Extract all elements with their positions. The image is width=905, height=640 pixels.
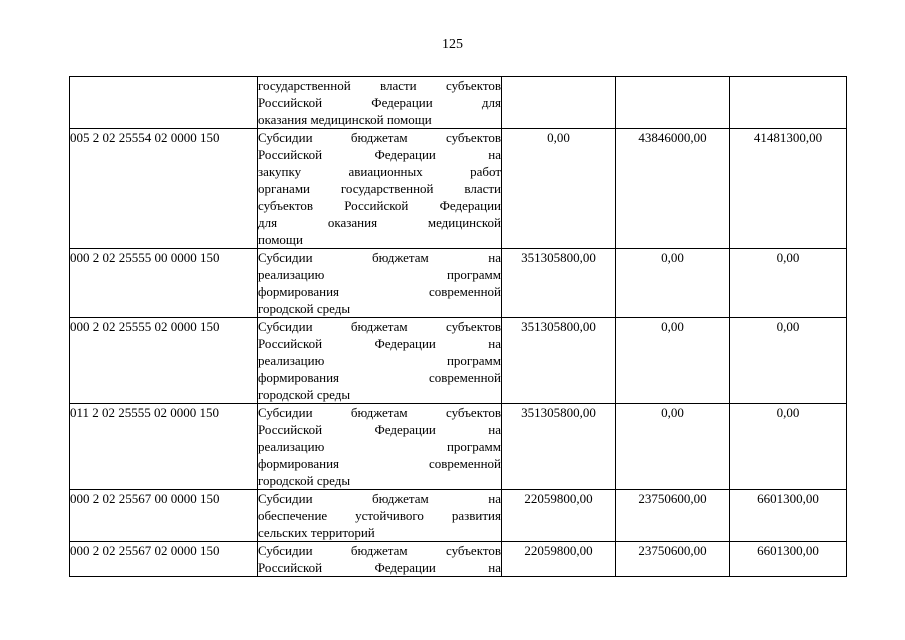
amount-v3-cell: 0,00 [730,404,847,490]
description-line: органами государственной власти [258,181,501,196]
description-cell [258,490,502,542]
description-cell [258,318,502,404]
description-cell [258,542,502,577]
description-line: Субсидии бюджетам субъектов [258,319,501,334]
page-number: 125 [442,37,463,52]
amount-v1-cell: 351305800,00 [502,404,616,490]
amount-v1-cell [502,77,616,129]
description-line: сельских территорий [258,525,375,540]
description-line: Российской Федерации на [258,147,501,162]
description-line: Российской Федерации на [258,422,501,437]
description-line: формирования современной [258,284,501,299]
budget-code-cell: 005 2 02 25554 02 0000 150 [70,129,258,249]
table-row [70,490,847,542]
amount-v1-cell: 22059800,00 [502,490,616,542]
description-line: помощи [258,232,303,247]
description-line: формирования современной [258,456,501,471]
description-line: Субсидии бюджетам на [258,491,501,506]
amount-v2-cell [616,77,730,129]
amount-v2-cell: 43846000,00 [616,129,730,249]
amount-v3-cell [730,77,847,129]
amount-v2-cell: 0,00 [616,318,730,404]
table-row [70,542,847,577]
description-line: обеспечение устойчивого развития [258,508,501,523]
description-line: Российской Федерации на [258,560,501,575]
description-line: для оказания медицинской [258,215,501,230]
amount-v1-cell: 22059800,00 [502,542,616,577]
budget-code-cell [70,77,258,129]
budget-code-cell: 000 2 02 25567 02 0000 150 [70,542,258,577]
description-line: Российской Федерации на [258,336,501,351]
description-line: реализацию программ [258,353,501,368]
description-line: Субсидии бюджетам субъектов [258,130,501,145]
description-line: Субсидии бюджетам на [258,250,501,265]
table-row [70,129,847,249]
amount-v1-cell: 351305800,00 [502,318,616,404]
description-line: реализацию программ [258,439,501,454]
amount-v2-cell: 0,00 [616,404,730,490]
amount-v3-cell: 6601300,00 [730,542,847,577]
amount-v1-cell: 0,00 [502,129,616,249]
budget-code-cell: 000 2 02 25555 00 0000 150 [70,249,258,318]
description-line: оказания медицинской помощи [258,112,432,127]
description-line: субъектов Российской Федерации [258,198,501,213]
description-line: формирования современной [258,370,501,385]
table-row [70,318,847,404]
description-line: городской среды [258,301,351,316]
amount-v3-cell: 6601300,00 [730,490,847,542]
budget-table-body [70,77,847,577]
table-row [70,77,847,129]
description-cell [258,77,502,129]
description-line: Субсидии бюджетам субъектов [258,405,501,420]
description-cell [258,404,502,490]
budget-code-cell: 000 2 02 25555 02 0000 150 [70,318,258,404]
description-line: Российской Федерации для [258,95,501,110]
description-cell [258,249,502,318]
description-line: реализацию программ [258,267,501,282]
amount-v3-cell: 0,00 [730,249,847,318]
amount-v3-cell: 0,00 [730,318,847,404]
amount-v2-cell: 23750600,00 [616,542,730,577]
description-cell [258,129,502,249]
budget-code-cell: 000 2 02 25567 00 0000 150 [70,490,258,542]
description-line: Субсидии бюджетам субъектов [258,543,501,558]
description-line: городской среды [258,473,351,488]
amount-v1-cell: 351305800,00 [502,249,616,318]
amount-v3-cell: 41481300,00 [730,129,847,249]
description-line: закупку авиационных работ [258,164,501,179]
amount-v2-cell: 23750600,00 [616,490,730,542]
budget-table [69,76,847,577]
amount-v2-cell: 0,00 [616,249,730,318]
description-line: городской среды [258,387,351,402]
table-row [70,249,847,318]
description-line: государственной власти субъектов [258,78,501,93]
budget-code-cell: 011 2 02 25555 02 0000 150 [70,404,258,490]
table-row [70,404,847,490]
